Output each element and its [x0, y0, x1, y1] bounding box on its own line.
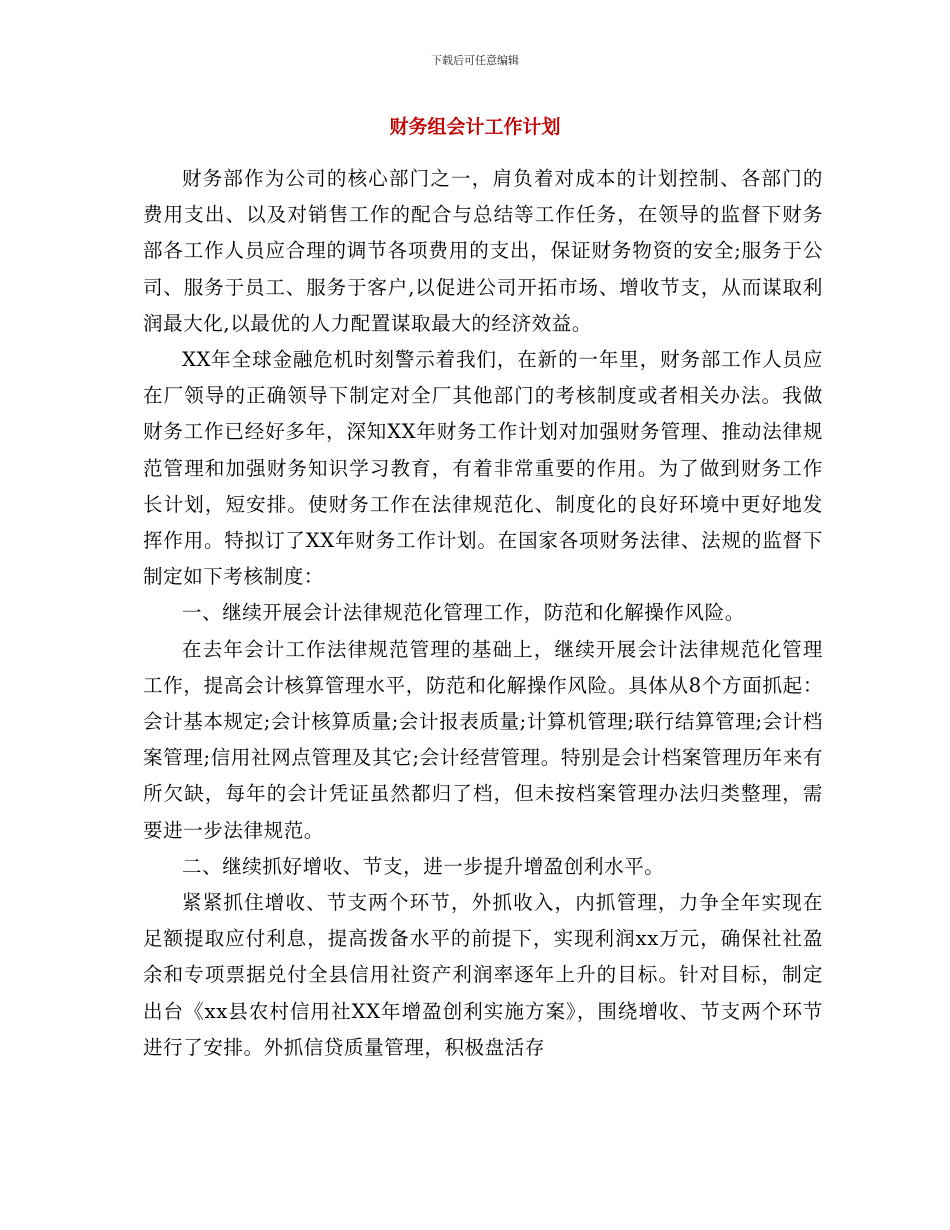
section-heading-1: 一、继续开展会计法律规范化管理工作，防范和化解操作风险。 [182, 601, 745, 625]
paragraph-section-1: 在去年会计工作法律规范管理的基础上，继续开展会计法律规范化管理工作，提高会计核算管理水平，防范和化解操作风险。具体从8个方面抓起：会计基本规定;会计核算质量;会计报表质量;计算机管理;联行结算管理;会计档案管理;信用社网点管理及其它;会计经营管理。特别是会计档案管理历年来有所欠缺，每年的会计凭证虽然都归了档，但未按档案管理办法归类整理，需要进一步法律规范。 [143, 637, 823, 842]
document-body [143, 161, 823, 1066]
document-title: 财务组会计工作计划 [389, 116, 561, 138]
page-header: 下载后可任意编辑 [431, 54, 519, 67]
paragraph-intro: 财务部作为公司的核心部门之一，肩负着对成本的计划控制、各部门的费用支出、以及对销售工作的配合与总结等工作任务，在领导的监督下财务部各工作人员应合理的调节各项费用的支出，保证财务物资的安全;服务于公司、服务于员工、服务于客户,以促进公司开拓市场、增收节支，从而谋取利润最大化,以最优的人力配置谋取最大的经济效益。 [143, 167, 823, 335]
section-heading-2: 二、继续抓好增收、节支，进一步提升增盈创利水平。 [182, 854, 665, 878]
paragraph-section-2: 紧紧抓住增收、节支两个环节，外抓收入，内抓管理，力争全年实现在足额提取应付利息，提高拨备水平的前提下，实现利润xx万元，确保社社盈余和专项票据兑付全县信用社资产利润率逐年上升的目标。针对目标，制定出台《xx县农村信用社XX年增盈创利实施方案》，围绕增收、节支两个环节进行了安排。外抓信贷质量管理，积极盘活存 [143, 891, 823, 1059]
paragraph-background: XX年全球金融危机时刻警示着我们，在新的一年里，财务部工作人员应在厂领导的正确领导下制定对全厂其他部门的考核制度或者相关办法。我做财务工作已经好多年，深知XX年财务工作计划对加强财务管理、推动法律规范管理和加强财务知识学习教育，有着非常重要的作用。为了做到财务工作长计划，短安排。使财务工作在法律规范化、制度化的良好环境中更好地发挥作用。特拟订了XX年财务工作计划。在国家各项财务法律、法规的监督下制定如下考核制度： [143, 348, 823, 589]
